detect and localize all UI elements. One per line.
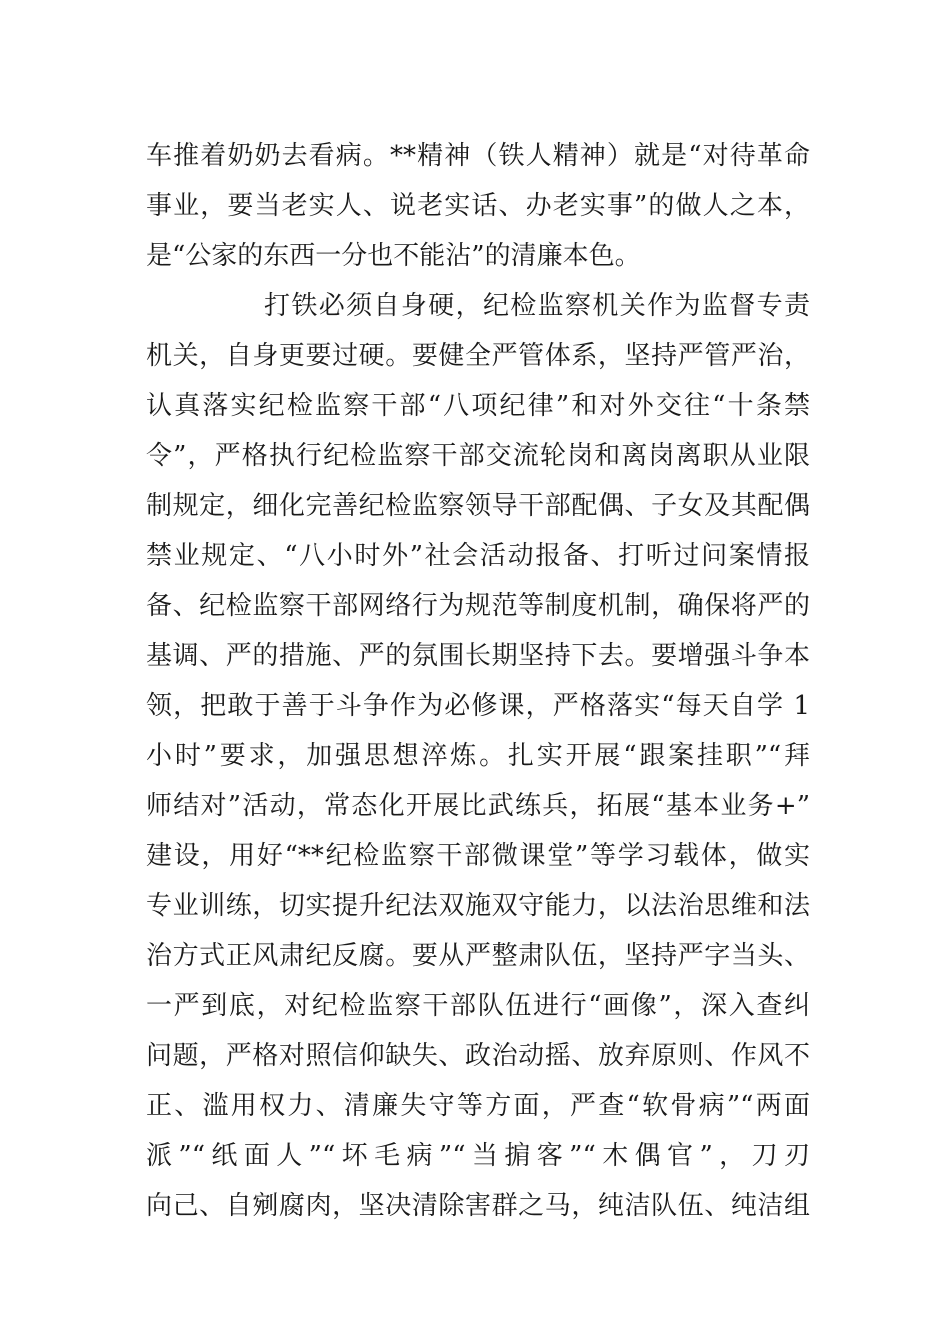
text-line: 向己、自剜腐肉，坚决清除害群之马，纯洁队伍、纯洁组 bbox=[146, 1191, 810, 1221]
paragraph-1 bbox=[146, 131, 810, 281]
text-line: 机关，自身更要过硬。要健全严管体系，坚持严管严治， bbox=[146, 341, 810, 371]
text-line: 建设，用好“**纪检监察干部微课堂”等学习载体，做实 bbox=[146, 841, 810, 871]
text-line: 认真落实纪检监察干部“八项纪律”和对外交往“十条禁 bbox=[146, 391, 810, 421]
text-line: 派”“纸面人”“坏毛病”“当掮客”“木偶官”，刀刃 bbox=[146, 1141, 810, 1171]
text-line: 制规定，细化完善纪检监察领导干部配偶、子女及其配偶 bbox=[146, 491, 810, 521]
paragraph-2 bbox=[146, 281, 810, 1231]
text-line: 小时”要求，加强思想淬炼。扎实开展“跟案挂职”“拜 bbox=[146, 741, 810, 771]
text-line: 事业，要当老实人、说老实话、办老实事”的做人之本， bbox=[146, 191, 810, 221]
text-line: 令”，严格执行纪检监察干部交流轮岗和离岗离职从业限 bbox=[146, 441, 810, 471]
text-line: 备、纪检监察干部网络行为规范等制度机制，确保将严的 bbox=[146, 591, 810, 621]
document-body bbox=[146, 131, 810, 1231]
text-line: 是“公家的东西一分也不能沾”的清廉本色。 bbox=[146, 241, 641, 271]
text-line: 禁业规定、“八小时外”社会活动报备、打听过问案情报 bbox=[146, 541, 810, 571]
text-line: 一严到底，对纪检监察干部队伍进行“画像”，深入查纠 bbox=[146, 991, 810, 1021]
text-line: 打铁必须自身硬，纪检监察机关作为监督专责 bbox=[264, 291, 810, 321]
text-line: 领，把敢于善于斗争作为必修课，严格落实“每天自学 1 bbox=[146, 691, 810, 721]
text-line: 治方式正风肃纪反腐。要从严整肃队伍，坚持严字当头、 bbox=[146, 941, 810, 971]
text-line: 专业训练，切实提升纪法双施双守能力，以法治思维和法 bbox=[146, 891, 810, 921]
text-line: 基调、严的措施、严的氛围长期坚持下去。要增强斗争本 bbox=[146, 641, 810, 671]
text-line: 车推着奶奶去看病。**精神（铁人精神）就是“对待革命 bbox=[146, 141, 810, 171]
text-line: 问题，严格对照信仰缺失、政治动摇、放弃原则、作风不 bbox=[146, 1041, 810, 1071]
text-line: 师结对”活动，常态化开展比武练兵，拓展“基本业务+” bbox=[146, 791, 810, 821]
text-line: 正、滥用权力、清廉失守等方面，严查“软骨病”“两面 bbox=[146, 1091, 810, 1121]
